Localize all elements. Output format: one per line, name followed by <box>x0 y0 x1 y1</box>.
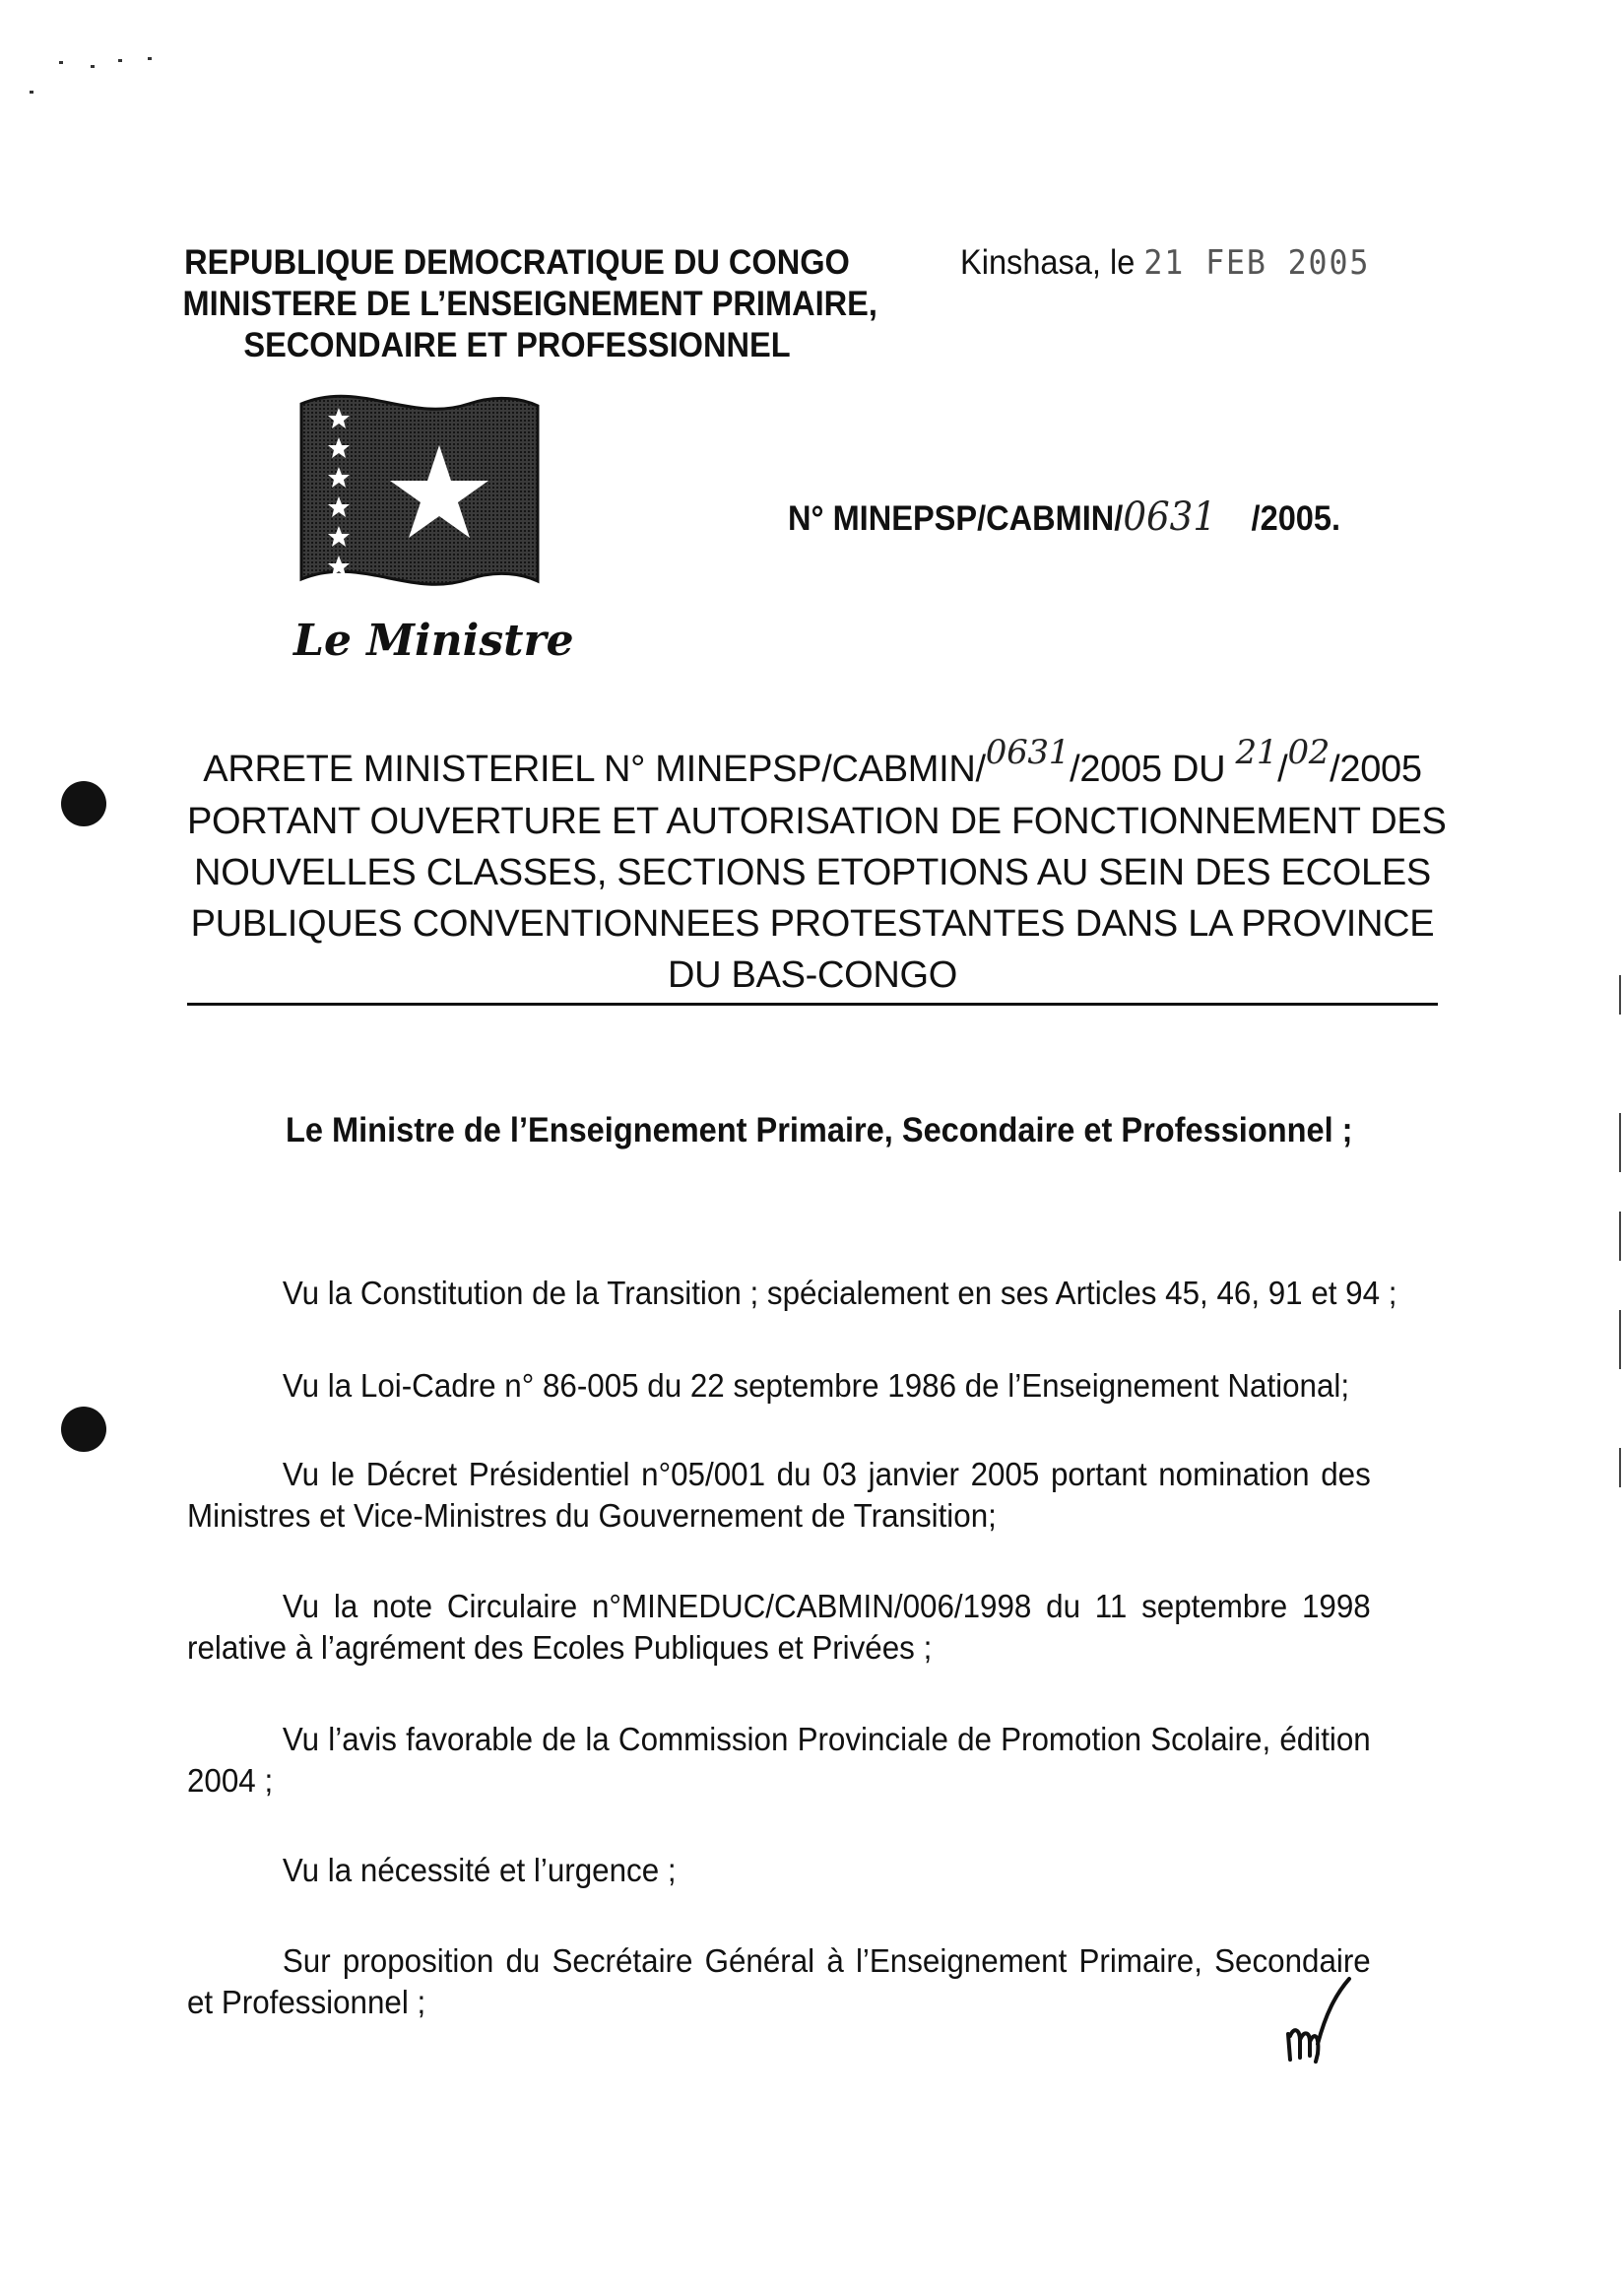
arrete-mid: /2005 DU <box>1070 749 1226 790</box>
date-stamp: 21 FEB 2005 <box>1143 243 1371 283</box>
minister-title: Le Ministre <box>293 616 574 666</box>
header-ministry: MINISTERE DE L’ENSEIGNEMENT PRIMAIRE, <box>182 285 877 323</box>
arrete-handwritten-month: 02 <box>1287 733 1331 772</box>
consideration-loi-cadre: Vu la Loi-Cadre n° 86-005 du 22 septembre 1986 de l’Enseignement National; <box>282 1367 1350 1404</box>
arrete-line-2: PORTANT OUVERTURE ET AUTORISATION DE FONCTIONNEMENT DES <box>187 801 1447 842</box>
arrete-line-1: ARRETE MINISTERIEL N° MINEPSP/CABMIN/0631/2005 DU 21/02/2005 <box>203 733 1422 790</box>
consideration-decret: Vu le Décret Présidentiel n°05/001 du 03 janvier 2005 portant nomination des Ministres et Vice-Ministres du Gouvernement de Transition; <box>187 1456 1371 1534</box>
arrete-handwritten-day: 21 <box>1235 733 1278 772</box>
scan-speck <box>118 59 122 62</box>
header-block <box>182 242 877 366</box>
scan-speck <box>59 61 63 64</box>
reference-number <box>788 494 1340 540</box>
arrete-line-5: DU BAS-CONGO <box>667 954 958 996</box>
arrete-year: /2005 <box>1330 749 1422 790</box>
scan-edge-mark <box>1619 1448 1621 1487</box>
date-line <box>960 242 1370 284</box>
reference-prefix: N° MINEPSP/CABMIN/ <box>788 499 1124 538</box>
minister-intro: Le Ministre de l’Enseignement Primaire, Secondaire et Professionnel ; <box>286 1111 1353 1149</box>
arrete-line-3: NOUVELLES CLASSES, SECTIONS ETOPTIONS AU SEIN DES ECOLES <box>194 852 1431 893</box>
header-ministry-cont: SECONDAIRE ET PROFESSIONNEL <box>243 326 791 364</box>
scan-edge-mark <box>1619 1310 1621 1369</box>
scan-edge-mark <box>1619 1212 1621 1261</box>
drc-flag-icon <box>292 384 548 601</box>
arrete-prefix: ARRETE MINISTERIEL N° MINEPSP/CABMIN/ <box>203 749 986 790</box>
scan-edge-mark <box>1619 1113 1621 1172</box>
title-underline <box>187 1003 1438 1006</box>
consideration-commission: Vu l’avis favorable de la Commission Provinciale de Promotion Scolaire, édition 2004 ; <box>187 1721 1371 1799</box>
scan-speck <box>148 57 152 60</box>
consideration-proposition: Sur proposition du Secrétaire Général à l’Enseignement Primaire, Secondaire et Professionnel ; <box>187 1942 1371 2020</box>
scan-edge-mark <box>1619 975 1621 1015</box>
consideration-circulaire: Vu la note Circulaire n°MINEDUC/CABMIN/006/1998 du 11 septembre 1998 relative à l’agrément des Ecoles Publiques et Privées ; <box>187 1588 1371 1666</box>
reference-handwritten-number: 0631 <box>1123 494 1217 540</box>
scan-speck <box>30 91 33 94</box>
scan-speck <box>91 65 95 68</box>
consideration-urgence: Vu la nécessité et l’urgence ; <box>282 1852 677 1888</box>
signature-initials <box>1280 1975 1359 2064</box>
arrete-handwritten-number: 0631 <box>985 733 1071 772</box>
punch-hole-bottom <box>61 1407 106 1452</box>
reference-suffix: /2005. <box>1251 499 1341 538</box>
consideration-constitution: Vu la Constitution de la Transition ; spécialement en ses Articles 45, 46, 91 et 94 ; <box>282 1275 1397 1311</box>
arrete-title <box>187 733 1447 1001</box>
header-republic: REPUBLIQUE DEMOCRATIQUE DU CONGO <box>184 243 850 282</box>
arrete-line-4: PUBLIQUES CONVENTIONNEES PROTESTANTES DANS LA PROVINCE <box>190 903 1435 945</box>
punch-hole-top <box>61 781 106 826</box>
date-prefix: Kinshasa, le <box>960 243 1136 282</box>
